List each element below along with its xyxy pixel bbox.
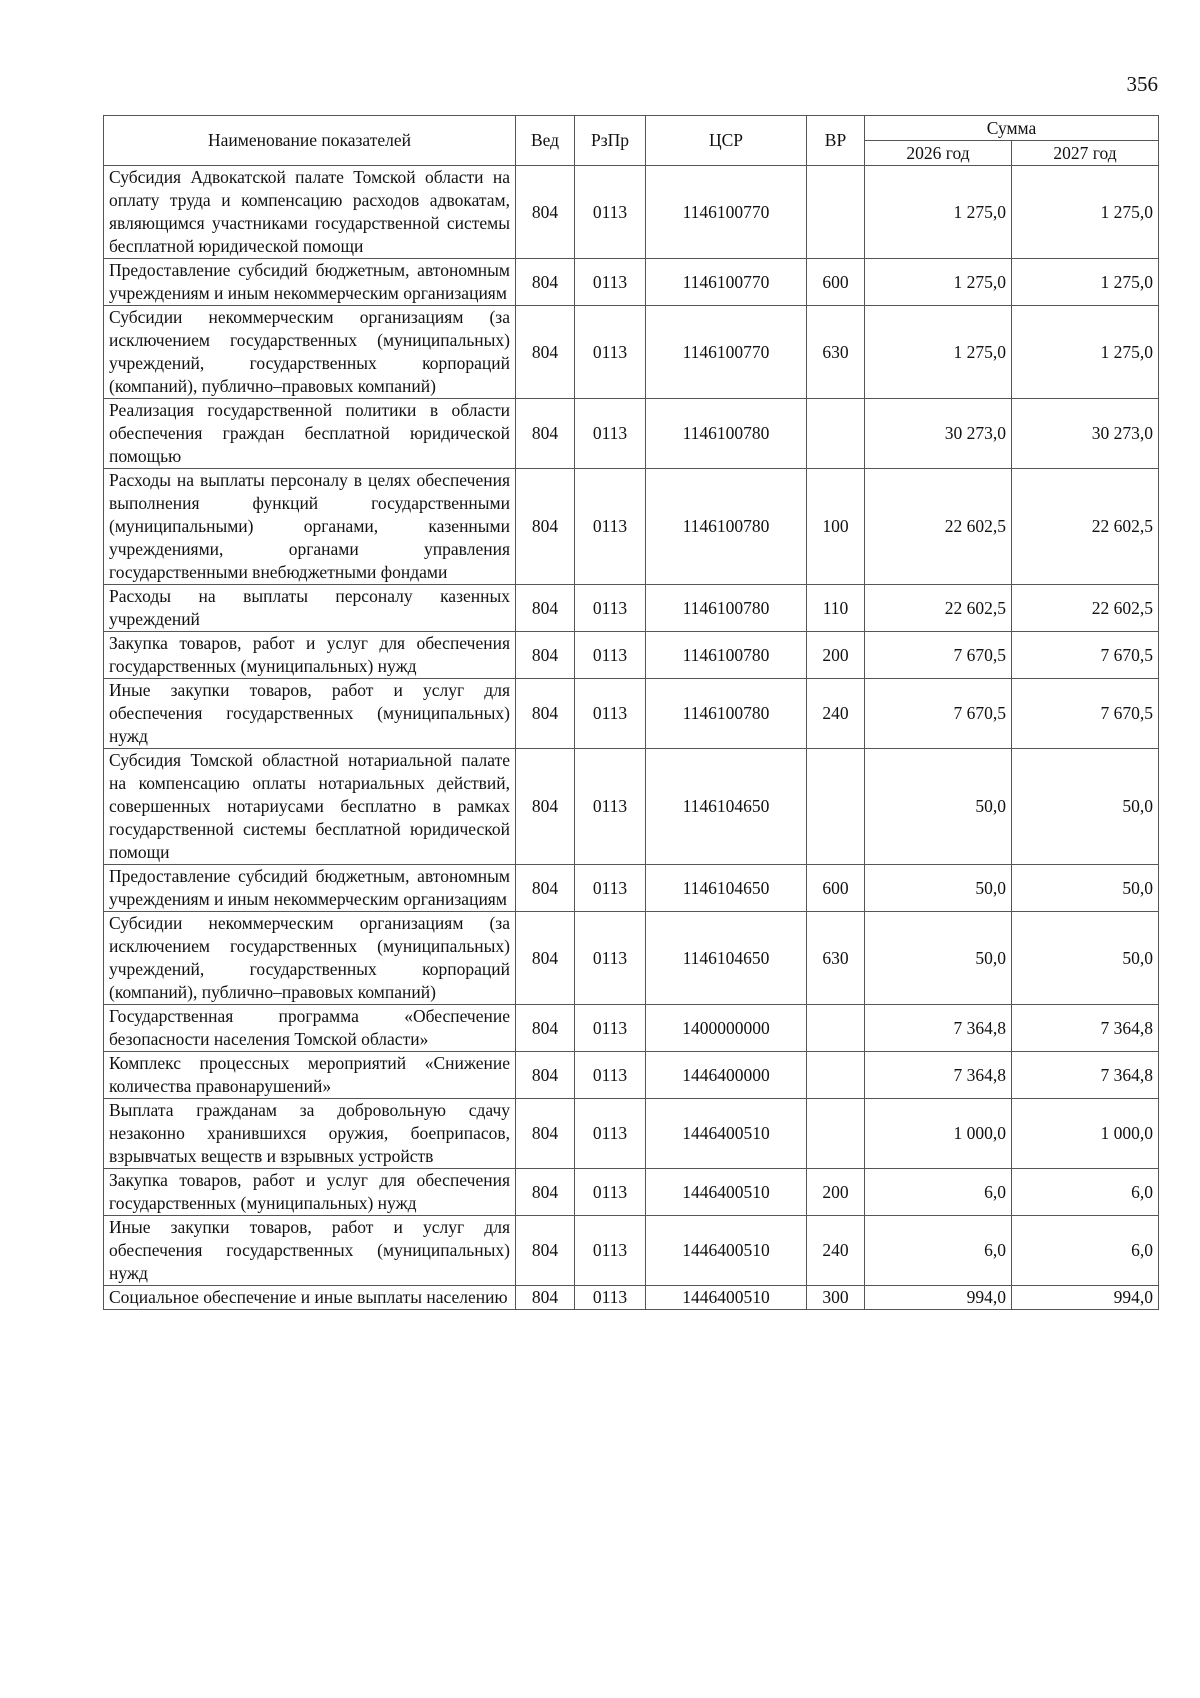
row-ved: 804: [516, 1286, 575, 1310]
row-vr: [807, 1005, 865, 1052]
header-ved: Вед: [516, 116, 575, 166]
row-csr: 1446400510: [646, 1169, 807, 1216]
row-sum-2027: 6,0: [1012, 1216, 1159, 1286]
row-vr: 100: [807, 469, 865, 585]
row-vr: [807, 399, 865, 469]
header-csr: ЦСР: [646, 116, 807, 166]
row-sum-2026: 1 275,0: [865, 306, 1012, 399]
row-rzpr: 0113: [575, 1169, 646, 1216]
row-csr: 1146100780: [646, 399, 807, 469]
row-vr: 600: [807, 259, 865, 306]
table-row: [104, 1005, 1159, 1052]
row-ved: 804: [516, 1169, 575, 1216]
header-year-2027: 2027 год: [1012, 141, 1159, 166]
row-csr: 1146104650: [646, 912, 807, 1005]
header-row: [104, 116, 1159, 141]
row-name: Закупка товаров, работ и услуг для обеспечения государственных (муниципальных) нужд: [104, 1169, 516, 1216]
row-sum-2027: 6,0: [1012, 1169, 1159, 1216]
header-sum: Сумма: [865, 116, 1159, 141]
row-ved: 804: [516, 399, 575, 469]
row-rzpr: 0113: [575, 1286, 646, 1310]
row-sum-2026: 1 000,0: [865, 1099, 1012, 1169]
row-sum-2026: 994,0: [865, 1286, 1012, 1310]
row-sum-2026: 7 670,5: [865, 679, 1012, 749]
row-vr: 240: [807, 1216, 865, 1286]
row-csr: 1446400510: [646, 1286, 807, 1310]
row-name: Субсидия Томской областной нотариальной палате на компенсацию оплаты нотариальных действий, совершенных нотариусами бесплатно в рамках государственной системы бесплатной юридической помощи: [104, 749, 516, 865]
row-name: Субсидии некоммерческим организациям (за исключением государственных (муниципальных) учреждений, государственных корпораций (компаний), публично–правовых компаний): [104, 306, 516, 399]
row-name: Субсидия Адвокатской палате Томской области на оплату труда и компенсацию расходов адвокатам, являющимся участниками государственной системы бесплатной юридической помощи: [104, 166, 516, 259]
row-csr: 1446400000: [646, 1052, 807, 1099]
row-csr: 1446400510: [646, 1099, 807, 1169]
table-row: [104, 1052, 1159, 1099]
row-ved: 804: [516, 1052, 575, 1099]
row-vr: 600: [807, 865, 865, 912]
row-sum-2027: 50,0: [1012, 912, 1159, 1005]
row-csr: 1146100770: [646, 306, 807, 399]
row-vr: 630: [807, 912, 865, 1005]
row-rzpr: 0113: [575, 399, 646, 469]
row-csr: 1400000000: [646, 1005, 807, 1052]
row-csr: 1146100780: [646, 469, 807, 585]
table-body: [104, 166, 1159, 1310]
table-row: [104, 399, 1159, 469]
row-sum-2027: 7 670,5: [1012, 679, 1159, 749]
row-ved: 804: [516, 912, 575, 1005]
table-row: [104, 865, 1159, 912]
row-ved: 804: [516, 749, 575, 865]
row-vr: 300: [807, 1286, 865, 1310]
table-row: [104, 585, 1159, 632]
row-ved: 804: [516, 1216, 575, 1286]
row-ved: 804: [516, 469, 575, 585]
row-vr: 630: [807, 306, 865, 399]
header-rzpr: РзПр: [575, 116, 646, 166]
row-sum-2026: 1 275,0: [865, 259, 1012, 306]
row-sum-2026: 7 364,8: [865, 1052, 1012, 1099]
row-csr: 1146104650: [646, 865, 807, 912]
row-rzpr: 0113: [575, 585, 646, 632]
row-vr: [807, 1052, 865, 1099]
row-sum-2027: 22 602,5: [1012, 585, 1159, 632]
row-sum-2026: 7 364,8: [865, 1005, 1012, 1052]
row-rzpr: 0113: [575, 1005, 646, 1052]
table-row: [104, 1286, 1159, 1310]
row-sum-2027: 50,0: [1012, 749, 1159, 865]
row-sum-2027: 7 364,8: [1012, 1052, 1159, 1099]
table-row: [104, 166, 1159, 259]
row-rzpr: 0113: [575, 259, 646, 306]
row-sum-2027: 1 275,0: [1012, 306, 1159, 399]
row-sum-2026: 6,0: [865, 1216, 1012, 1286]
row-name: Реализация государственной политики в области обеспечения граждан бесплатной юридической помощью: [104, 399, 516, 469]
row-csr: 1146100770: [646, 166, 807, 259]
row-ved: 804: [516, 865, 575, 912]
row-csr: 1446400510: [646, 1216, 807, 1286]
table-row: [104, 259, 1159, 306]
row-ved: 804: [516, 166, 575, 259]
table-row: [104, 469, 1159, 585]
row-csr: 1146100780: [646, 585, 807, 632]
row-ved: 804: [516, 306, 575, 399]
row-name: Расходы на выплаты персоналу казенных учреждений: [104, 585, 516, 632]
table-row: [104, 1169, 1159, 1216]
row-csr: 1146100780: [646, 632, 807, 679]
row-sum-2026: 6,0: [865, 1169, 1012, 1216]
row-name: Иные закупки товаров, работ и услуг для обеспечения государственных (муниципальных) нужд: [104, 679, 516, 749]
row-sum-2026: 50,0: [865, 865, 1012, 912]
row-rzpr: 0113: [575, 632, 646, 679]
row-name: Закупка товаров, работ и услуг для обеспечения государственных (муниципальных) нужд: [104, 632, 516, 679]
row-vr: [807, 749, 865, 865]
row-sum-2027: 1 275,0: [1012, 259, 1159, 306]
row-ved: 804: [516, 259, 575, 306]
row-vr: 200: [807, 1169, 865, 1216]
table-row: [104, 1099, 1159, 1169]
row-sum-2027: 1 000,0: [1012, 1099, 1159, 1169]
row-rzpr: 0113: [575, 306, 646, 399]
row-sum-2026: 50,0: [865, 749, 1012, 865]
row-name: Расходы на выплаты персоналу в целях обеспечения выполнения функций государственными (муниципальными) органами, казенными учреждениями, органами управления государственными внебюджетными фондами: [104, 469, 516, 585]
row-sum-2027: 7 670,5: [1012, 632, 1159, 679]
row-name: Социальное обеспечение и иные выплаты населению: [104, 1286, 516, 1310]
row-sum-2026: 22 602,5: [865, 469, 1012, 585]
row-csr: 1146100780: [646, 679, 807, 749]
row-sum-2027: 30 273,0: [1012, 399, 1159, 469]
row-sum-2027: 994,0: [1012, 1286, 1159, 1310]
row-vr: [807, 1099, 865, 1169]
row-name: Государственная программа «Обеспечение безопасности населения Томской области»: [104, 1005, 516, 1052]
row-sum-2027: 50,0: [1012, 865, 1159, 912]
row-rzpr: 0113: [575, 166, 646, 259]
row-rzpr: 0113: [575, 865, 646, 912]
table-row: [104, 306, 1159, 399]
page-number: 356: [1126, 72, 1158, 96]
row-name: Комплекс процессных мероприятий «Снижение количества правонарушений»: [104, 1052, 516, 1099]
row-sum-2026: 22 602,5: [865, 585, 1012, 632]
row-name: Предоставление субсидий бюджетным, автономным учреждениям и иным некоммерческим организациям: [104, 259, 516, 306]
row-ved: 804: [516, 585, 575, 632]
row-name: Субсидии некоммерческим организациям (за исключением государственных (муниципальных) учреждений, государственных корпораций (компаний), публично–правовых компаний): [104, 912, 516, 1005]
table-row: [104, 749, 1159, 865]
row-sum-2027: 1 275,0: [1012, 166, 1159, 259]
row-csr: 1146100770: [646, 259, 807, 306]
row-sum-2027: 7 364,8: [1012, 1005, 1159, 1052]
row-vr: 240: [807, 679, 865, 749]
row-rzpr: 0113: [575, 749, 646, 865]
row-vr: 200: [807, 632, 865, 679]
row-sum-2026: 7 670,5: [865, 632, 1012, 679]
row-csr: 1146104650: [646, 749, 807, 865]
row-rzpr: 0113: [575, 469, 646, 585]
row-ved: 804: [516, 632, 575, 679]
row-rzpr: 0113: [575, 912, 646, 1005]
header-year-2026: 2026 год: [865, 141, 1012, 166]
header-vr: ВР: [807, 116, 865, 166]
row-ved: 804: [516, 679, 575, 749]
row-ved: 804: [516, 1005, 575, 1052]
table-row: [104, 912, 1159, 1005]
row-name: Иные закупки товаров, работ и услуг для обеспечения государственных (муниципальных) нужд: [104, 1216, 516, 1286]
row-rzpr: 0113: [575, 679, 646, 749]
table-row: [104, 632, 1159, 679]
row-rzpr: 0113: [575, 1099, 646, 1169]
row-sum-2026: 1 275,0: [865, 166, 1012, 259]
row-sum-2026: 30 273,0: [865, 399, 1012, 469]
row-sum-2026: 50,0: [865, 912, 1012, 1005]
budget-table: [103, 115, 1159, 1310]
header-name: Наименование показателей: [104, 116, 516, 166]
row-ved: 804: [516, 1099, 575, 1169]
row-sum-2027: 22 602,5: [1012, 469, 1159, 585]
row-name: Выплата гражданам за добровольную сдачу незаконно хранившихся оружия, боеприпасов, взрывчатых веществ и взрывных устройств: [104, 1099, 516, 1169]
row-rzpr: 0113: [575, 1052, 646, 1099]
row-name: Предоставление субсидий бюджетным, автономным учреждениям и иным некоммерческим организациям: [104, 865, 516, 912]
row-vr: 110: [807, 585, 865, 632]
row-rzpr: 0113: [575, 1216, 646, 1286]
table-row: [104, 1216, 1159, 1286]
table-row: [104, 679, 1159, 749]
row-vr: [807, 166, 865, 259]
